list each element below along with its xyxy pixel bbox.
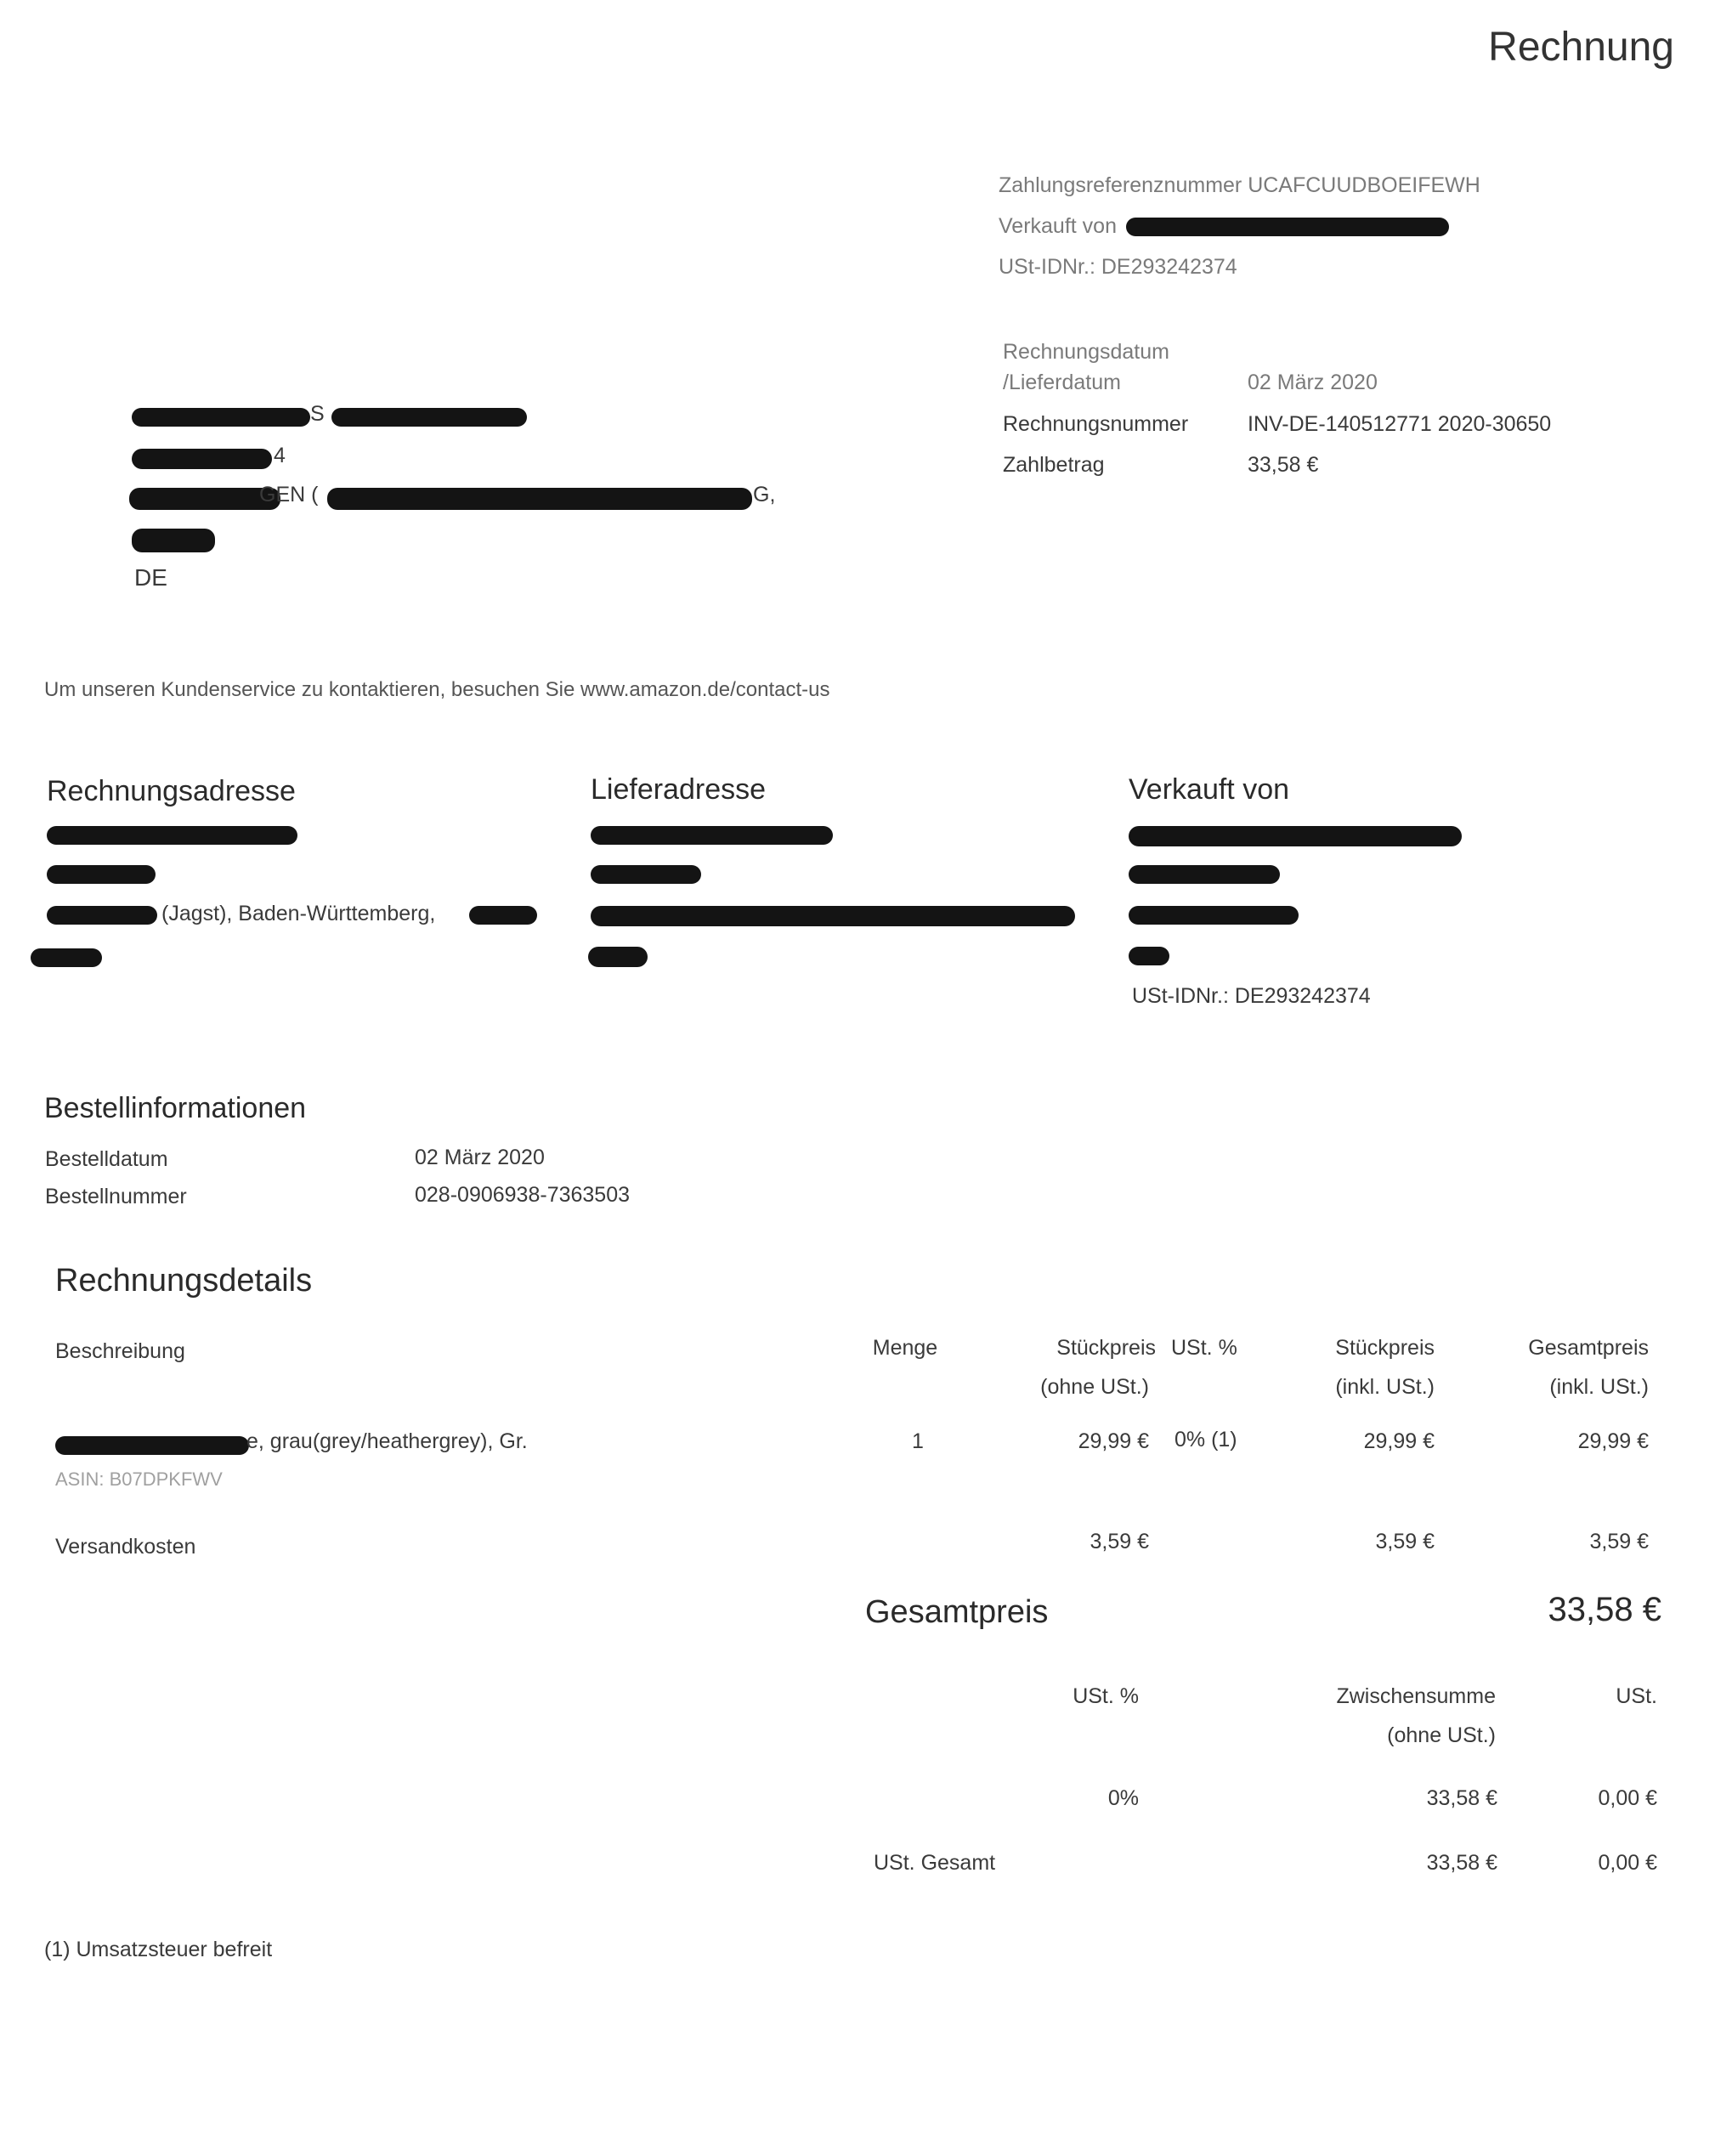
recipient-line2: 4 (274, 444, 286, 467)
redacted-block (132, 529, 215, 552)
redacted-block (31, 948, 102, 967)
redacted-block (1126, 218, 1449, 236)
item-vat: 0% (1) (1174, 1428, 1237, 1451)
order-number-label: Bestellnummer (45, 1185, 187, 1208)
order-date-label: Bestelldatum (45, 1147, 168, 1171)
amount-label: Zahlbetrag (1003, 453, 1105, 477)
redacted-block (469, 906, 537, 925)
item-unit-net: 29,99 € (1078, 1429, 1149, 1453)
vat-row-subtotal: 33,58 € (1426, 1786, 1497, 1810)
delivery-address-title: Lieferadresse (591, 773, 767, 806)
vat-id: USt-IDNr.: DE293242374 (999, 255, 1237, 279)
vat-col-vat: USt. (1616, 1684, 1657, 1708)
redacted-block (331, 408, 527, 427)
redacted-block (132, 449, 272, 469)
vat-row-vat: 0,00 € (1598, 1786, 1657, 1810)
vat-col-subtotal: Zwischensumme (1336, 1684, 1496, 1708)
item-description: e, grau(grey/heathergrey), Gr. (246, 1429, 528, 1453)
recipient-line3: GEN ( (259, 483, 319, 506)
shipping-unit-gross: 3,59 € (1375, 1530, 1435, 1553)
invoice-date-label: Rechnungsdatum (1003, 340, 1169, 364)
recipient-line3-tail: G, (753, 483, 776, 506)
item-unit-gross: 29,99 € (1363, 1429, 1435, 1453)
grand-total-value: 33,58 € (1548, 1591, 1661, 1628)
shipping-label: Versandkosten (55, 1535, 196, 1559)
redacted-block (1129, 906, 1299, 925)
contact-note: Um unseren Kundenservice zu kontaktieren, besuchen Sie www.amazon.de/contact-us (44, 678, 830, 701)
redacted-block (591, 865, 701, 884)
vat-row-rate: 0% (1107, 1786, 1139, 1810)
delivery-date-value: 02 März 2020 (1248, 371, 1378, 394)
redacted-block (588, 947, 648, 967)
item-asin: ASIN: B07DPKFWV (55, 1468, 223, 1490)
redacted-block (1129, 947, 1169, 965)
vat-total-vat: 0,00 € (1598, 1851, 1657, 1875)
redacted-block (1129, 826, 1462, 846)
footnote: (1) Umsatzsteuer befreit (44, 1938, 273, 1961)
order-info-title: Bestellinformationen (44, 1092, 307, 1124)
grand-total-label: Gesamtpreis (865, 1594, 1049, 1630)
redacted-block (47, 906, 157, 925)
payment-reference: Zahlungsreferenznummer UCAFCUUDBOEIFEWH (999, 173, 1480, 197)
order-date-value: 02 März 2020 (415, 1146, 545, 1169)
item-quantity: 1 (912, 1429, 924, 1453)
seller-title: Verkauft von (1129, 773, 1290, 806)
redacted-block (1129, 865, 1280, 884)
invoice-details-title: Rechnungsdetails (55, 1263, 313, 1299)
col-unit-price-net-sub: (ohne USt.) (1040, 1375, 1149, 1399)
recipient-line1: S (310, 402, 325, 426)
vat-total-subtotal: 33,58 € (1426, 1851, 1497, 1875)
col-quantity: Menge (872, 1336, 938, 1360)
col-unit-price-net: Stückpreis (1056, 1336, 1156, 1360)
col-description: Beschreibung (55, 1339, 185, 1363)
col-total-gross: Gesamtpreis (1528, 1336, 1649, 1360)
redacted-block (47, 865, 156, 884)
amount-value: 33,58 € (1248, 453, 1319, 477)
invoice-number-value: INV-DE-140512771 2020-30650 (1248, 412, 1552, 436)
col-unit-price-gross-sub: (inkl. USt.) (1335, 1375, 1435, 1399)
redacted-block (327, 488, 752, 510)
col-unit-price-gross: Stückpreis (1335, 1336, 1435, 1360)
vat-col-subtotal-sub: (ohne USt.) (1387, 1723, 1496, 1747)
redacted-block (591, 826, 833, 845)
seller-vat-id: USt-IDNr.: DE293242374 (1132, 984, 1371, 1008)
item-total: 29,99 € (1577, 1429, 1649, 1453)
delivery-date-label: /Lieferdatum (1003, 371, 1121, 394)
vat-total-label: USt. Gesamt (874, 1851, 996, 1875)
redacted-block (591, 906, 1075, 926)
redacted-block (129, 488, 280, 510)
invoice-number-label: Rechnungsnummer (1003, 412, 1189, 436)
billing-address-title: Rechnungsadresse (47, 775, 296, 807)
vat-col-rate: USt. % (1073, 1684, 1139, 1708)
col-vat-rate: USt. % (1171, 1336, 1237, 1360)
sold-by-line: Verkauft von (999, 214, 1117, 238)
redacted-block (47, 826, 297, 845)
billing-address-line3: (Jagst), Baden-Württemberg, (161, 902, 436, 925)
order-number-value: 028-0906938-7363503 (415, 1183, 631, 1207)
col-total-gross-sub: (inkl. USt.) (1549, 1375, 1649, 1399)
recipient-country: DE (134, 564, 167, 591)
redacted-block (132, 408, 310, 427)
document-title: Rechnung (1488, 25, 1674, 70)
shipping-total: 3,59 € (1589, 1530, 1649, 1553)
redacted-block (55, 1436, 249, 1455)
shipping-unit-net: 3,59 € (1090, 1530, 1149, 1553)
